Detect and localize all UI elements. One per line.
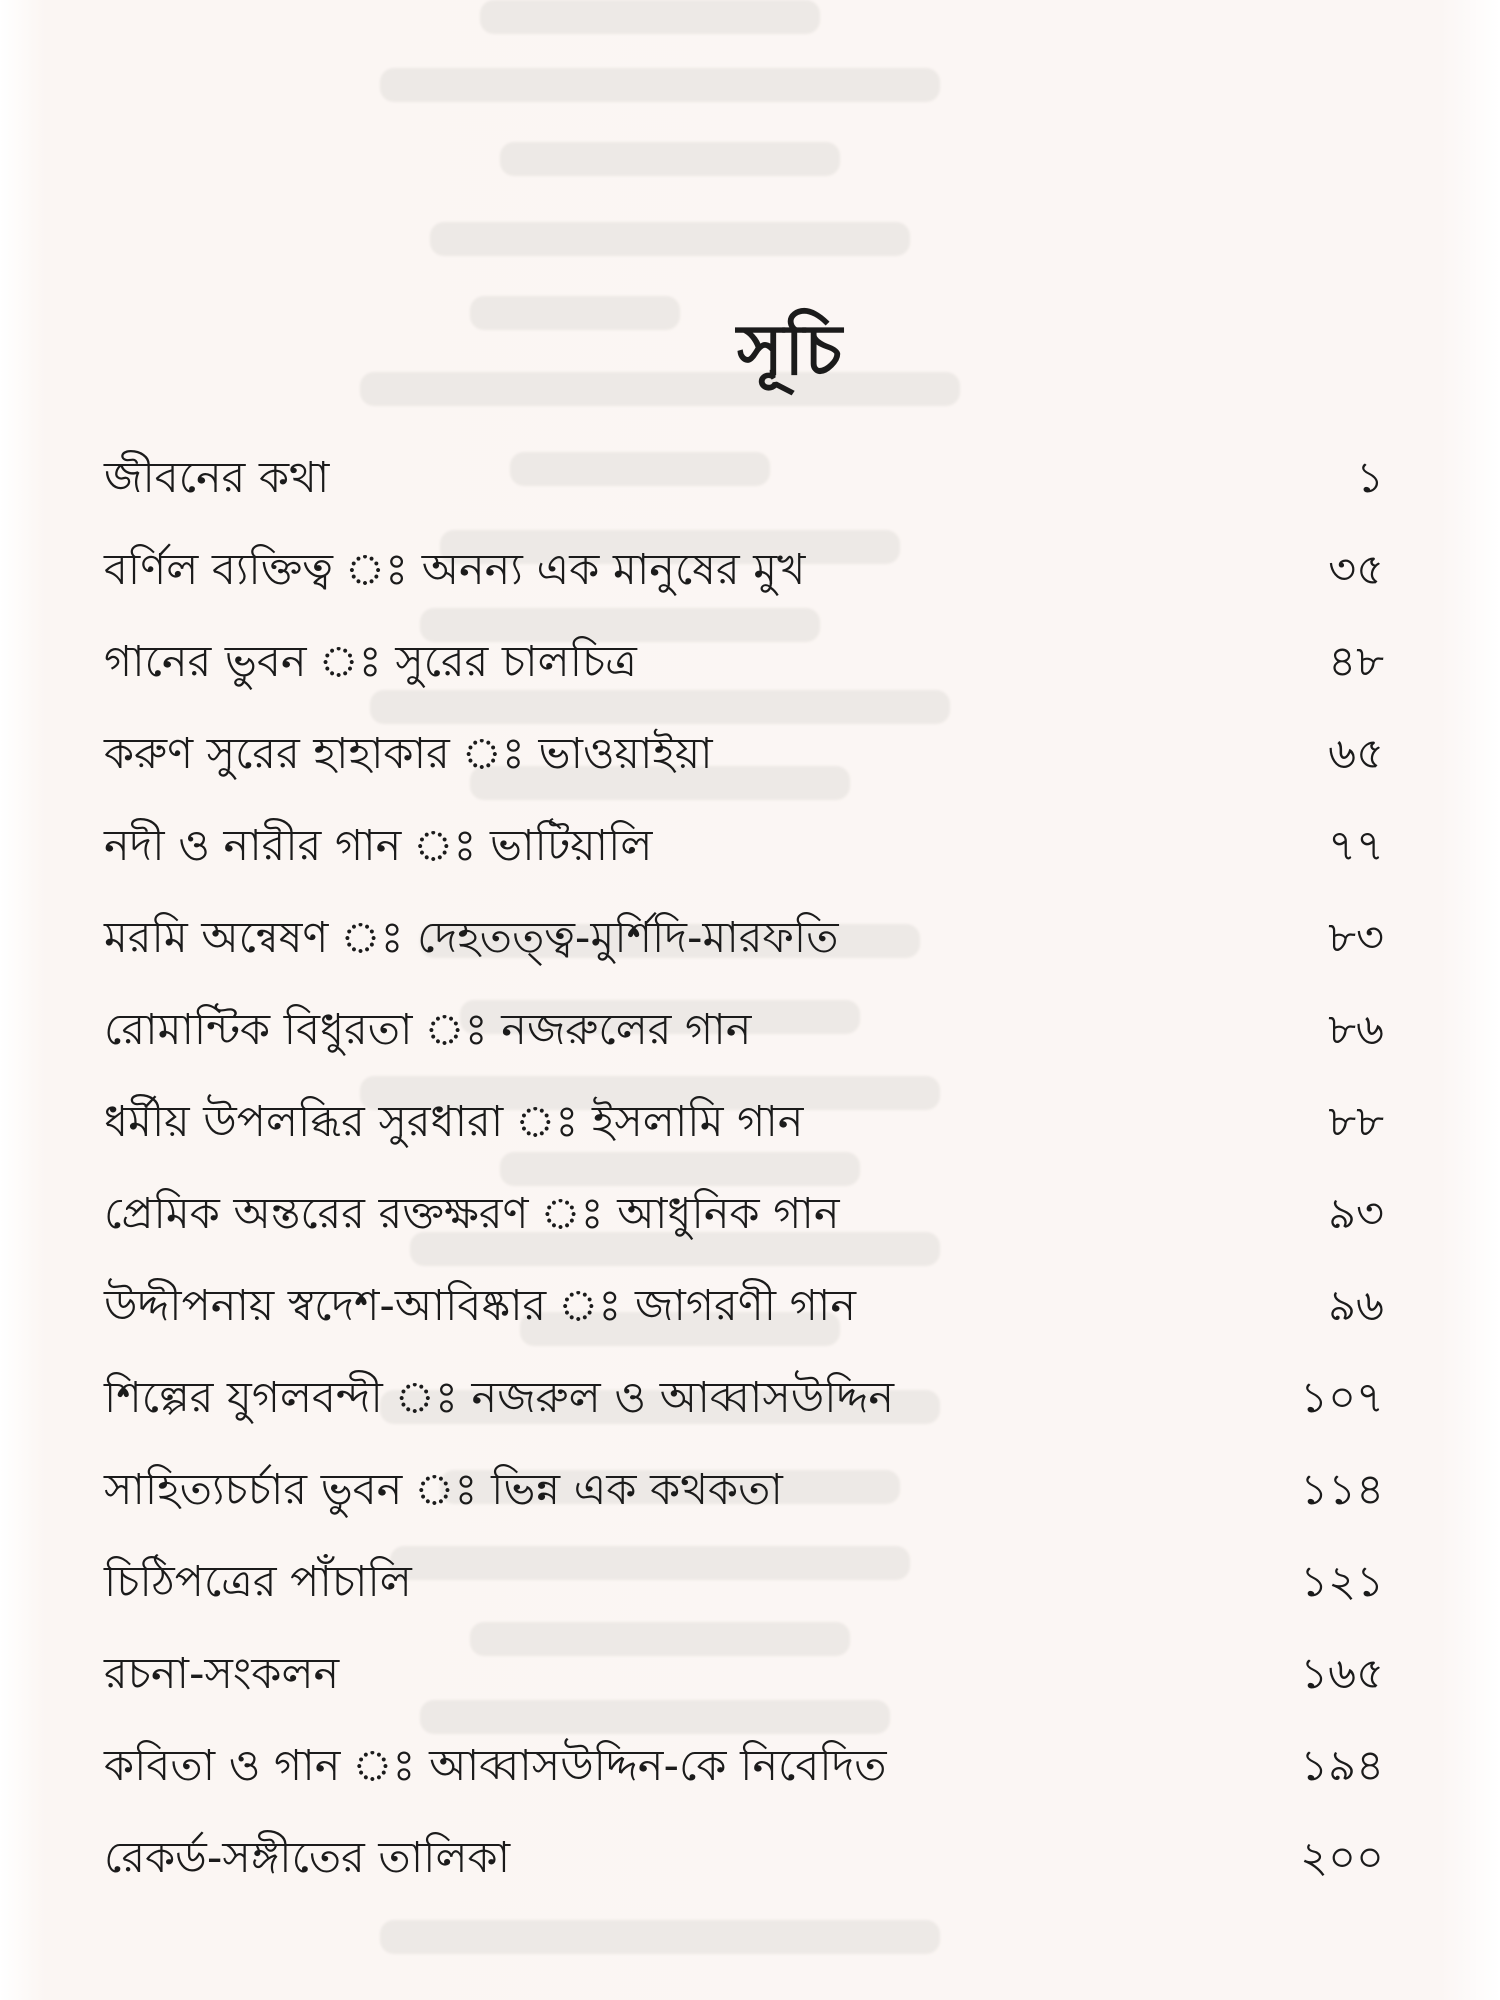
toc-entry [104, 1812, 1384, 1904]
toc-entry [104, 1720, 1384, 1812]
toc-entry-title: শিল্পের যুগলবন্দী ঃ নজরুল ও আব্বাসউদ্দিন [104, 1373, 895, 1423]
toc-entry-page: ২০০ [1300, 1833, 1384, 1883]
toc-entry [104, 892, 1384, 984]
toc-entry-page: ৬৫ [1328, 729, 1384, 779]
toc-entry-title: গানের ভুবন ঃ সুরের চালচিত্র [104, 637, 637, 687]
toc-entry-page: ১০৭ [1300, 1373, 1384, 1423]
toc-entry [104, 984, 1384, 1076]
toc-entry-title: ধর্মীয় উপলব্ধির সুরধারা ঃ ইসলামি গান [104, 1097, 804, 1147]
toc-entry [104, 800, 1384, 892]
toc-entry-page: ৭৭ [1328, 821, 1384, 871]
toc-entry-page: ৮৮ [1328, 1097, 1384, 1147]
toc-entry [104, 708, 1384, 800]
toc-entry-title: উদ্দীপনায় স্বদেশ-আবিষ্কার ঃ জাগরণী গান [104, 1281, 857, 1331]
toc-entry-page: ৪৮ [1328, 637, 1384, 687]
toc-entry-page: ৩৫ [1328, 545, 1384, 595]
toc-entry [104, 1536, 1384, 1628]
toc-entry [104, 432, 1384, 524]
toc-entry-page: ৯৩ [1328, 1189, 1384, 1239]
toc-entry [104, 1260, 1384, 1352]
toc-entry-page: ১১৪ [1300, 1465, 1384, 1515]
table-of-contents [104, 432, 1384, 1904]
toc-entry [104, 524, 1384, 616]
toc-entry [104, 1352, 1384, 1444]
toc-entry-page: ৯৬ [1328, 1281, 1384, 1331]
toc-entry-title: প্রেমিক অন্তরের রক্তক্ষরণ ঃ আধুনিক গান [104, 1189, 840, 1239]
page-title: সূচি [736, 308, 844, 391]
toc-entry-page: ১৯৪ [1300, 1741, 1384, 1791]
toc-entry-title: রচনা-সংকলন [104, 1649, 340, 1699]
toc-entry [104, 616, 1384, 708]
toc-entry [104, 1076, 1384, 1168]
toc-entry [104, 1168, 1384, 1260]
toc-entry-title: রেকর্ড-সঙ্গীতের তালিকা [104, 1833, 511, 1883]
toc-entry-title: জীবনের কথা [104, 453, 330, 503]
toc-entry-title: বর্ণিল ব্যক্তিত্ব ঃ অনন্য এক মানুষের মুখ [104, 545, 806, 595]
toc-entry-page: ১২১ [1300, 1557, 1384, 1607]
toc-entry-title: রোমান্টিক বিধুরতা ঃ নজরুলের গান [104, 1005, 752, 1055]
toc-entry-page: ১৬৫ [1300, 1649, 1384, 1699]
toc-entry-page: ৮৬ [1328, 1005, 1384, 1055]
toc-entry-title: চিঠিপত্রের পাঁচালি [104, 1557, 412, 1607]
toc-entry-title: কবিতা ও গান ঃ আব্বাসউদ্দিন-কে নিবেদিত [104, 1741, 887, 1791]
toc-entry [104, 1444, 1384, 1536]
toc-entry-title: মরমি অন্বেষণ ঃ দেহতত্ত্ব-মুর্শিদি-মারফতি [104, 913, 839, 963]
toc-entry-page: ১ [1356, 453, 1384, 503]
toc-entry-title: সাহিত্যচর্চার ভুবন ঃ ভিন্ন এক কথকতা [104, 1465, 783, 1515]
toc-entry-page: ৮৩ [1328, 913, 1384, 963]
toc-entry-title: নদী ও নারীর গান ঃ ভাটিয়ালি [104, 821, 653, 871]
toc-entry [104, 1628, 1384, 1720]
toc-entry-title: করুণ সুরের হাহাকার ঃ ভাওয়াইয়া [104, 729, 713, 779]
